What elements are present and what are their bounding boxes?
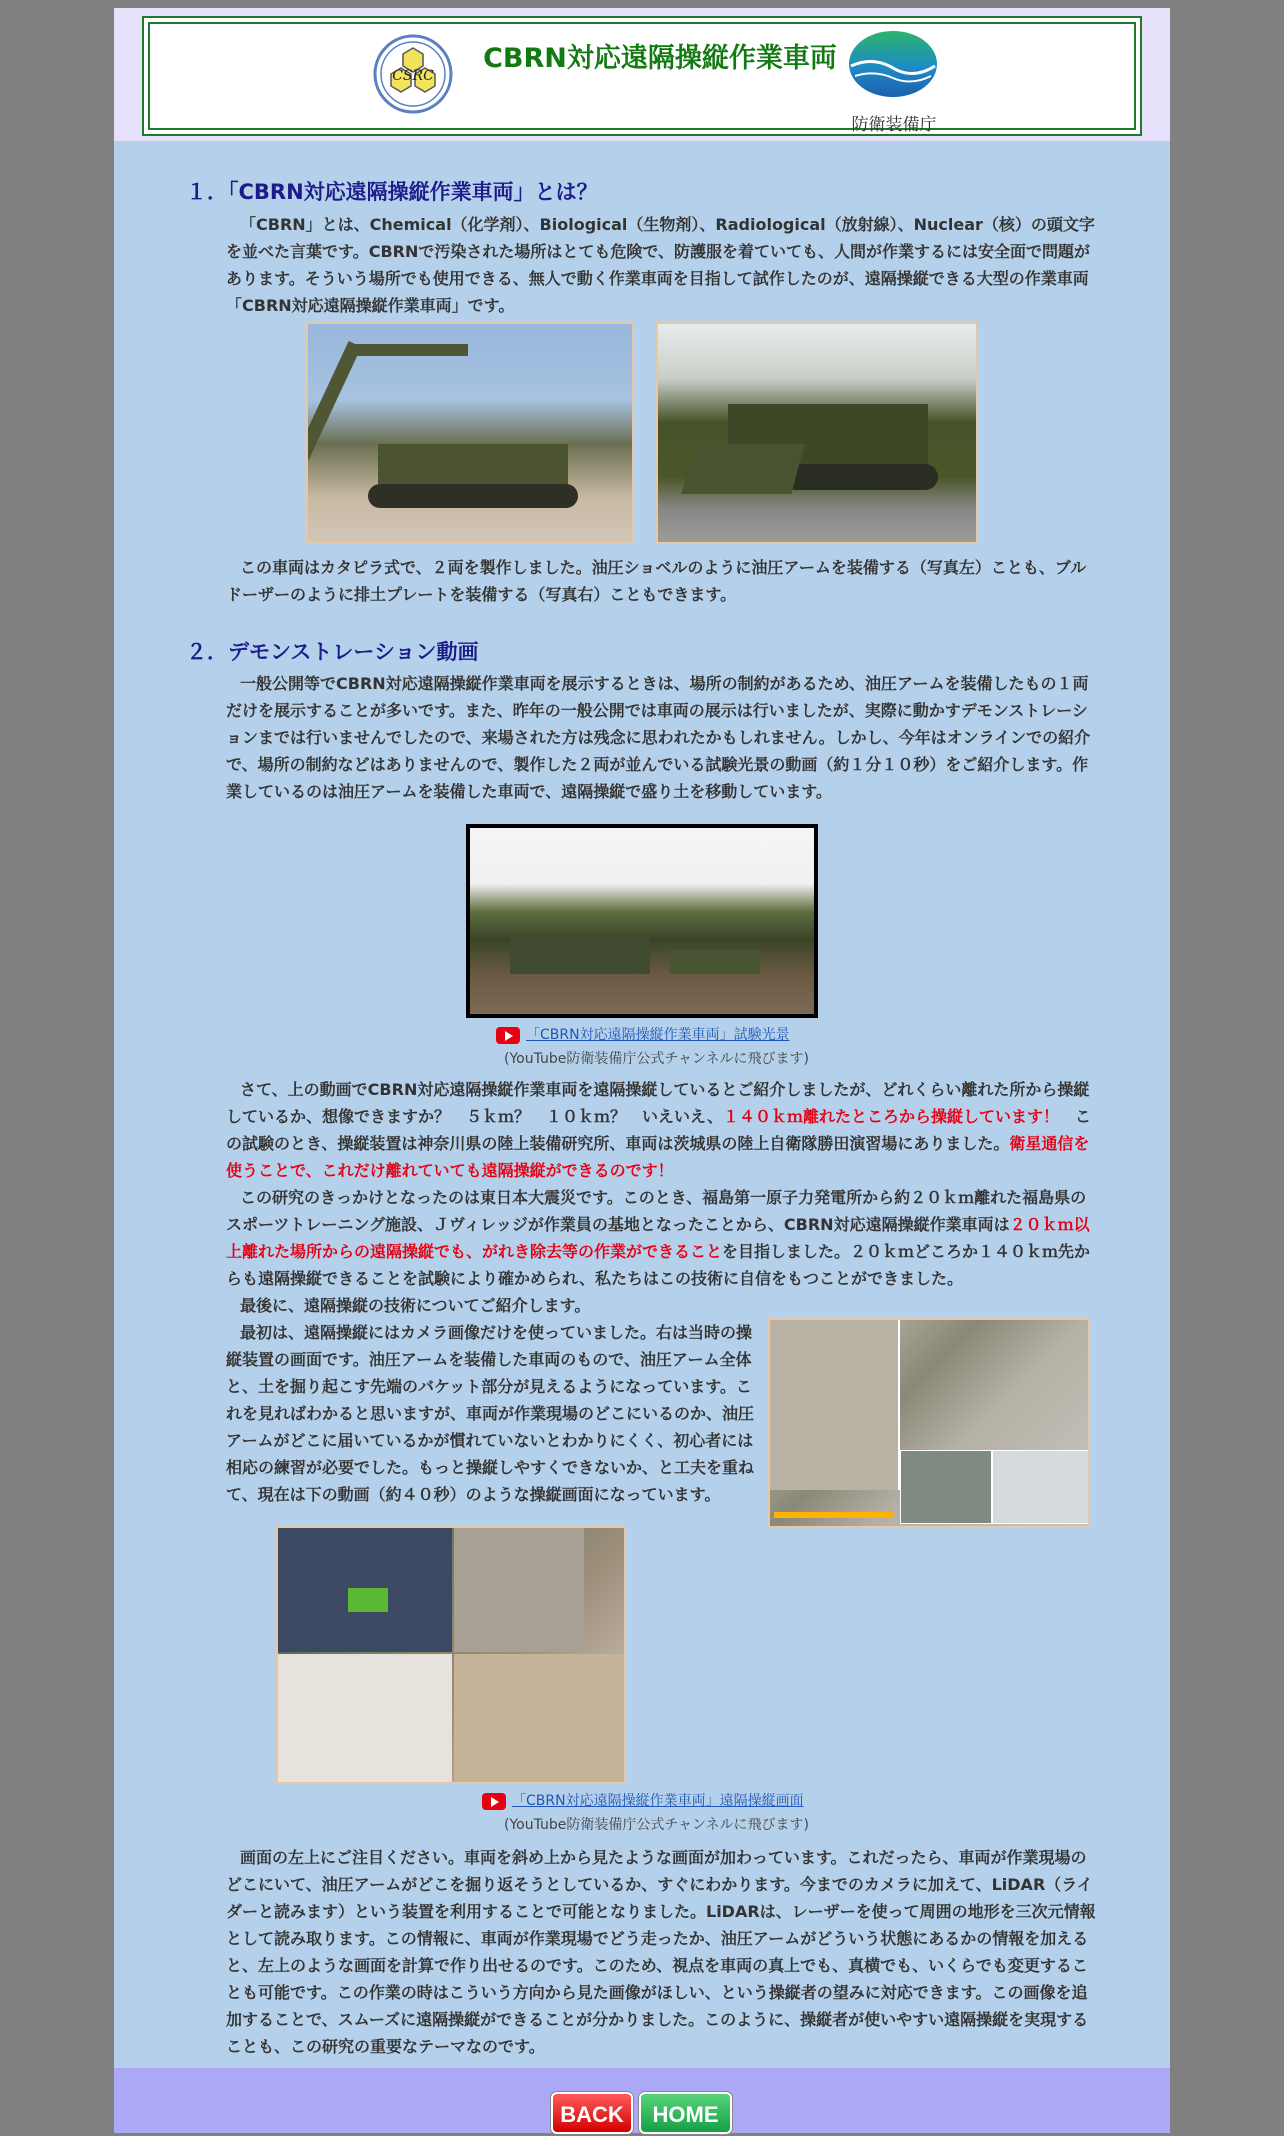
emphasis-140km: １４０ｋｍ離れたところから操縦しています！ xyxy=(722,1107,1059,1126)
section2-paragraph-6: 画面の左上にご注目ください。車両を斜め上から見たような画面が加わっています。これだったら、車両が作業現場のどこにいて、油圧アームがどこを掘り返そうとしているか、すぐにわかります。今までのカメラに加えて、LiDAR（ライダーと読みます）という装置を利用することで可能となりました。LiDARは、レーザーを使って周囲の地形を三次元情報として読み取ります。この情報に、車両が作業現場でどう走ったか、油圧アームがどういう状態にあるかの情報を加えると、左上のような画面を計算で作り出せるのです。このため、視点を車両の真上でも、真横でも、いくらでも変更することも可能です。この作業の時はこういう方向から見た画像がほしい、という操縦者の望みに対応できます。この画像を追加することで、スムーズに遠隔操縦ができることが分かりました。このように、操縦者が使いやすい遠隔操縦を実現することも、この研究の重要なテーマなのです。 xyxy=(226,1848,1096,2056)
home-button[interactable]: HOME xyxy=(639,2092,732,2134)
video-note-1: (YouTube防衛装備庁公式チャンネルに飛びます) xyxy=(504,1051,810,1067)
section2-heading: ２．デモンストレーション動画 xyxy=(186,640,479,664)
header-frame xyxy=(142,16,1142,136)
photo-vehicle-hydraulic-arm xyxy=(306,322,634,544)
photo-vehicle-dozer-blade xyxy=(656,322,978,544)
agency-name: 防衛装備庁 xyxy=(851,115,937,135)
section2-paragraph-1: 一般公開等でCBRN対応遠隔操縦作業車両を展示するときは、場所の制約があるため、油圧アームを装備したもの１両だけを展示することが多いです。また、昨年の一般公開では車両の展示は行いましたが、実際に動かすデモンストレーションまでは行いませんでしたので、来場された方は残念に思われたかもしれません。しかし、今年はオンラインでの紹介で、場所の制約などはありませんので、製作した２両が並んでいる試験光景の動画（約１分１０秒）をご紹介します。作業しているのは油圧アームを装備した車両で、遠隔操縦で盛り土を移動しています。 xyxy=(226,674,1091,801)
section1-paragraph-2: この車両はカタピラ式で、２両を製作しました。油圧ショベルのように油圧アームを装備する（写真左）ことも、ブルドーザーのように排土プレートを装備する（写真右）こともできます。 xyxy=(226,558,1087,604)
footer-nav xyxy=(114,2068,1170,2133)
section1-heading: １．「CBRN対応遠隔操縦作業車両」とは？ xyxy=(186,180,598,204)
header xyxy=(114,8,1170,141)
csrc-logo xyxy=(373,34,453,114)
youtube-icon xyxy=(496,1027,520,1044)
video-link-control-screen[interactable]: 「CBRN対応遠隔操縦作業車両」遠隔操縦画面 xyxy=(482,1790,804,1810)
emphasis-20km: ２０ｋｍ以上離れた場所からの遠隔操縦でも、がれき除去等の作業ができること xyxy=(226,1215,1090,1261)
section2-paragraph-4: 最後に、遠隔操縦の技術についてご紹介します。 xyxy=(240,1296,591,1315)
back-button[interactable]: BACK xyxy=(551,2092,633,2134)
video-link-test-scene[interactable]: 「CBRN対応遠隔操縦作業車両」試験光景 xyxy=(496,1024,790,1044)
section2-paragraph-5: 最初は、遠隔操縦にはカメラ画像だけを使っていました。右は当時の操縦装置の画面です。油圧アームを装備した車両のもので、油圧アーム全体と、土を掘り起こす先端のバケット部分が見えるようになっています。これを見ればわかると思いますが、車両が作業現場のどこにいるのか、油圧アームがどこに届いているかが慣れていないとわかりにくく、初心者には相応の練習が必要でした。もっと操縦しやすくできないか、と工夫を重ねて、現在は下の動画（約４０秒）のような操縦画面になっています。 xyxy=(226,1323,755,1504)
youtube-icon xyxy=(482,1793,506,1810)
atla-logo xyxy=(845,30,941,100)
section1-paragraph-1: 「CBRN」とは、Chemical（化学剤）、Biological（生物剤）、Radiological（放射線）、Nuclear（核）の頭文字を並べた言葉です。CBRNで汚染された場所はとても危険で、防護服を着ていても、人間が作業するには安全面で問題があります。そういう場所でも使用できる、無人で動く作業車両を目指して試作したのが、遠隔操縦できる大型の作業車両「CBRN対応遠隔操縦作業車両」です。 xyxy=(226,215,1095,315)
page xyxy=(114,8,1170,2133)
svg-text:CSRC: CSRC xyxy=(392,68,434,84)
section2-paragraph-3: この研究のきっかけとなったのは東日本大震災です。このとき、福島第一原子力発電所から約２０ｋｍ離れた福島県のスポーツトレーニング施設、Ｊヴィレッジが作業員の基地となったことから、CBRN対応遠隔操縦作業車両は２０ｋｍ以上離れた場所からの遠隔操縦でも、がれき除去等の作業ができることを目指しました。２０ｋｍどころか１４０ｋｍ先からも遠隔操縦できることを試験により確かめられ、私たちはこの技術に自信をもつことができました。 xyxy=(226,1188,1091,1288)
page-title: CBRN対応遠隔操縦作業車両 xyxy=(483,43,837,74)
video-thumbnail-test-scene[interactable] xyxy=(466,824,818,1018)
video-note-2: (YouTube防衛装備庁公式チャンネルに飛びます) xyxy=(504,1817,810,1833)
section2-paragraph-2: さて、上の動画でCBRN対応遠隔操縦作業車両を遠隔操縦しているとご紹介しましたが、どれくらい離れた所から操縦しているか、想像できますか？ ５ｋｍ？ １０ｋｍ？ いえいえ、１４０ｋｍ離れたところから操縦しています！ この試験のとき、操縦装置は神奈川県の陸上装備研究所、車両は茨城県の陸上自衛隊勝田演習場にありました。衛星通信を使うことで、これだけ離れていても遠隔操縦ができるのです！ xyxy=(226,1080,1091,1180)
photo-old-control-screen xyxy=(768,1318,1090,1528)
video-thumbnail-control-screen[interactable] xyxy=(276,1526,626,1784)
emphasis-satellite: 衛星通信を使うことで、これだけ離れていても遠隔操縦ができるのです！ xyxy=(226,1134,1090,1180)
